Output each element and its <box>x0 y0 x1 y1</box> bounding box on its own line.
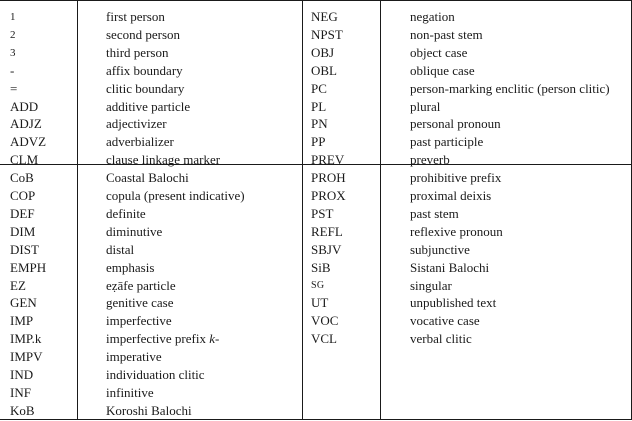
definition-imp-k: imperfective prefix k- <box>106 331 220 347</box>
abbr-ut: UT <box>311 295 329 311</box>
abbr-2: 2 <box>10 28 16 41</box>
abbr-add: ADD <box>10 98 39 114</box>
definition-pl: plural <box>410 98 441 114</box>
definition-proh: prohibitive prefix <box>410 170 502 186</box>
definition-2: second person <box>106 26 181 42</box>
definition-emph: emphasis <box>106 259 155 275</box>
abbr-sib: SiB <box>311 259 331 275</box>
abbr-voc: VOC <box>311 313 339 329</box>
definition-3: third person <box>106 44 169 60</box>
definition-pst: past stem <box>410 205 459 221</box>
definition-cob: Coastal Balochi <box>106 170 189 186</box>
abbr-symbol: - <box>10 62 15 78</box>
abbr-sg: SG <box>311 279 325 291</box>
abbr-ind: IND <box>10 367 34 382</box>
definition-dim: diminutive <box>106 223 163 239</box>
abbr-advz: ADVZ <box>10 134 47 150</box>
definition-add: additive particle <box>106 98 191 114</box>
definition-dist: distal <box>106 241 135 257</box>
definition-symbol: clitic boundary <box>106 80 185 96</box>
definition-ind: individuation clitic <box>106 367 205 382</box>
abbr-def: DEF <box>10 205 35 221</box>
definition-sbjv: subjunctive <box>410 241 470 257</box>
definition-prox: proximal deixis <box>410 188 492 203</box>
definition-cop: copula (present indicative) <box>106 188 245 203</box>
abbr-impv: IMPV <box>10 349 43 365</box>
abbr-pp: PP <box>311 134 326 150</box>
definition-imp: imperfective <box>106 313 172 329</box>
abbr-ez: EZ <box>10 277 26 293</box>
abbr-pst: PST <box>311 205 334 221</box>
abbr-pl: PL <box>311 98 327 114</box>
definition-pn: personal pronoun <box>410 116 501 132</box>
abbr-refl: REFL <box>311 223 343 239</box>
definition-1: first person <box>106 9 165 24</box>
definition-ut: unpublished text <box>410 295 497 311</box>
definition-advz: adverbializer <box>106 134 174 150</box>
definition-clm: clause linkage marker <box>106 152 221 168</box>
definition-impv: imperative <box>106 349 162 365</box>
definition-neg: negation <box>410 9 455 24</box>
definition-obj: object case <box>410 44 468 60</box>
abbr-gen: GEN <box>10 295 37 311</box>
column-divider-left <box>77 0 78 420</box>
definition-pc: person-marking enclitic (person clitic) <box>410 80 610 96</box>
abbr-inf: INF <box>10 384 31 400</box>
abbr-pc: PC <box>311 80 327 96</box>
abbr-npst: NPST <box>311 26 343 42</box>
definition-gen: genitive case <box>106 295 174 311</box>
abbr-dist: DIST <box>10 241 39 257</box>
bottom-rule <box>0 419 632 420</box>
definition-symbol: affix boundary <box>106 62 183 78</box>
definition-pp: past participle <box>410 134 484 150</box>
column-divider-center <box>302 0 303 420</box>
definition-obl: oblique case <box>410 62 475 78</box>
definition-inf: infinitive <box>106 384 154 400</box>
definition-sg: singular <box>410 277 452 293</box>
abbr-kob: KoB <box>10 402 35 418</box>
abbr-dim: DIM <box>10 223 36 239</box>
definition-kob: Koroshi Balochi <box>106 402 192 418</box>
definition-adjz: adjectivizer <box>106 116 167 132</box>
definition-prev: preverb <box>410 152 450 168</box>
abbr-neg: NEG <box>311 9 338 24</box>
abbr-emph: EMPH <box>10 259 47 275</box>
abbr-obj: OBJ <box>311 44 335 60</box>
top-rule <box>0 0 632 1</box>
abbr-1: 1 <box>10 11 16 23</box>
definition-refl: reflexive pronoun <box>410 223 503 239</box>
italic-prefix: k <box>209 331 216 347</box>
abbr-clm: CLM <box>10 152 39 168</box>
abbr-proh: PROH <box>311 170 346 186</box>
abbr-adjz: ADJZ <box>10 116 42 132</box>
definition-ez: eẓāfe particle <box>106 277 176 293</box>
abbr-cop: COP <box>10 188 36 203</box>
abbr-cob: CoB <box>10 170 34 186</box>
abbr-obl: OBL <box>311 62 337 78</box>
definition-voc: vocative case <box>410 313 480 329</box>
abbr-prev: PREV <box>311 152 345 168</box>
definition-sib: Sistani Balochi <box>410 259 490 275</box>
abbr-prox: PROX <box>311 188 346 203</box>
abbr-vcl: VCL <box>311 331 337 347</box>
column-divider-right <box>380 0 381 420</box>
definition-def: definite <box>106 205 146 221</box>
abbr-3: 3 <box>10 46 16 59</box>
definition-npst: non-past stem <box>410 26 483 42</box>
abbr-imp: IMP <box>10 313 34 329</box>
abbr-symbol: = <box>10 80 18 96</box>
abbr-pn: PN <box>311 116 328 132</box>
abbr-imp-k: IMP.k <box>10 331 42 347</box>
abbr-sbjv: SBJV <box>311 241 342 257</box>
definition-vcl: verbal clitic <box>410 331 472 347</box>
